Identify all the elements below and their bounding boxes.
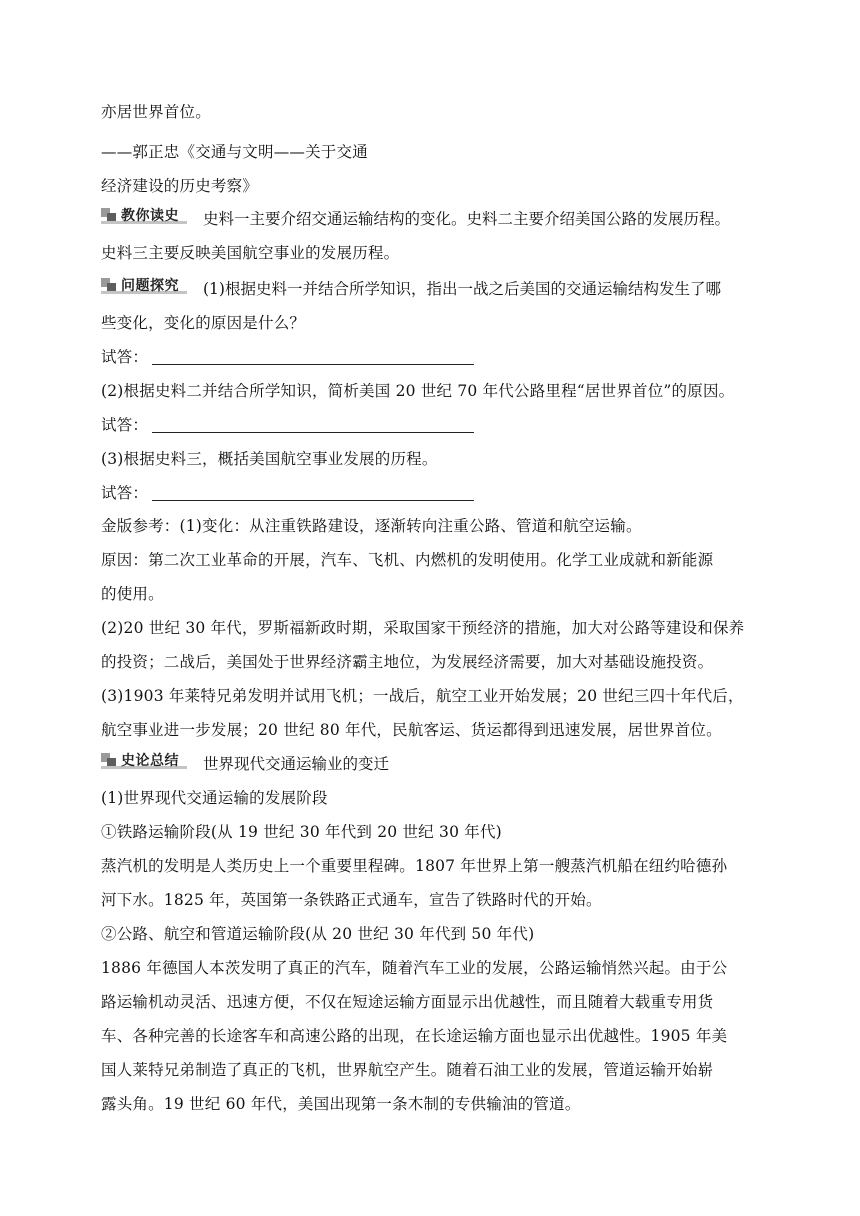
tag-label: 问题探究 xyxy=(121,278,179,294)
quote-line-1: 亦居世界首位。 xyxy=(101,103,211,121)
summary-line-10: 露头角。19 世纪 60 年代，美国出现第一条木制的专供输油的管道。 xyxy=(101,1095,581,1113)
summary-line-2: ①铁路运输阶段(从 19 世纪 30 年代到 20 世纪 30 年代) xyxy=(101,823,502,841)
summary-line-8: 车、各种完善的长途客车和高速公路的出现，在长途运输方面也显示出优越性。1905 年美 xyxy=(101,1027,728,1045)
section-tag-reading xyxy=(101,206,189,226)
answer-2-label: 试答： xyxy=(101,416,149,434)
summary-line-4: 河下水。1825 年，英国第一条铁路正式通车，宣告了铁路时代的开始。 xyxy=(101,891,602,909)
summary-line-1: (1)世界现代交通运输的发展阶段 xyxy=(101,789,328,807)
answer-3-blank[interactable] xyxy=(152,484,474,501)
answer-2-blank[interactable] xyxy=(152,416,474,433)
summary-line-9: 国人莱特兄弟制造了真正的飞机，世界航空产生。随着石油工业的发展，管道运输开始崭 xyxy=(101,1061,714,1079)
section-tag-summary xyxy=(101,751,189,771)
reference-line-3: 的使用。 xyxy=(101,585,164,603)
reference-line-2: 原因：第二次工业革命的开展，汽车、飞机、内燃机的发明使用。化学工业成就和新能源 xyxy=(101,551,714,569)
reference-line-4: (2)20 世纪 30 年代，罗斯福新政时期，采取国家干预经济的措施，加大对公路等建设和保养 xyxy=(101,619,745,637)
answer-2-row xyxy=(101,414,474,436)
summary-line-7: 路运输机动灵活、迅速方便，不仅在短途运输方面显示出优越性，而且随着大载重专用货 xyxy=(101,993,714,1011)
question-2: (2)根据史料二并结合所学知识，简析美国 20 世纪 70 年代公路里程“居世界首位”的原因。 xyxy=(101,382,735,400)
tag-label: 史论总结 xyxy=(121,753,179,769)
question-3: (3)根据史料三，概括美国航空事业发展的历程。 xyxy=(101,450,438,468)
reference-line-6: (3)1903 年莱特兄弟发明并试用飞机；一战后，航空工业开始发展；20 世纪三四十年代后， xyxy=(101,687,744,705)
summary-line-6: 1886 年德国人本茨发明了真正的汽车，随着汽车工业的发展，公路运输悄然兴起。由于公 xyxy=(101,959,728,977)
tag-label: 教你读史 xyxy=(121,208,179,224)
quote-line-2: ——郭正忠《交通与文明——关于交通 xyxy=(101,143,368,161)
summary-heading: 世界现代交通运输业的变迁 xyxy=(203,755,390,773)
section-tag-questions xyxy=(101,276,189,296)
answer-1-blank[interactable] xyxy=(152,348,474,365)
question-1-line-1: (1)根据史料一并结合所学知识，指出一战之后美国的交通运输结构发生了哪 xyxy=(203,280,721,298)
summary-line-5: ②公路、航空和管道运输阶段(从 20 世纪 30 年代到 50 年代) xyxy=(101,925,535,943)
answer-1-row xyxy=(101,346,474,368)
reading-text-1: 史料一主要介绍交通运输结构的变化。史料二主要介绍美国公路的发展历程。 xyxy=(203,210,731,228)
quote-line-3: 经济建设的历史考察》 xyxy=(101,177,259,195)
reference-line-7: 航空事业进一步发展；20 世纪 80 年代，民航客运、货运都得到迅速发展，居世界首位。 xyxy=(101,721,722,739)
reference-line-5: 的投资；二战后，美国处于世界经济霸主地位，为发展经济需要，加大对基础设施投资。 xyxy=(101,653,714,671)
reading-text-2: 史料三主要反映美国航空事业的发展历程。 xyxy=(101,244,400,262)
summary-line-3: 蒸汽机的发明是人类历史上一个重要里程碑。1807 年世界上第一艘蒸汽机船在纽约哈德孙 xyxy=(101,857,728,875)
answer-3-row xyxy=(101,482,474,504)
reference-line-1: 金版参考：(1)变化：从注重铁路建设，逐渐转向注重公路、管道和航空运输。 xyxy=(101,517,642,535)
answer-3-label: 试答： xyxy=(101,484,149,502)
answer-1-label: 试答： xyxy=(101,348,149,366)
question-1-line-2: 些变化，变化的原因是什么？ xyxy=(101,314,306,332)
